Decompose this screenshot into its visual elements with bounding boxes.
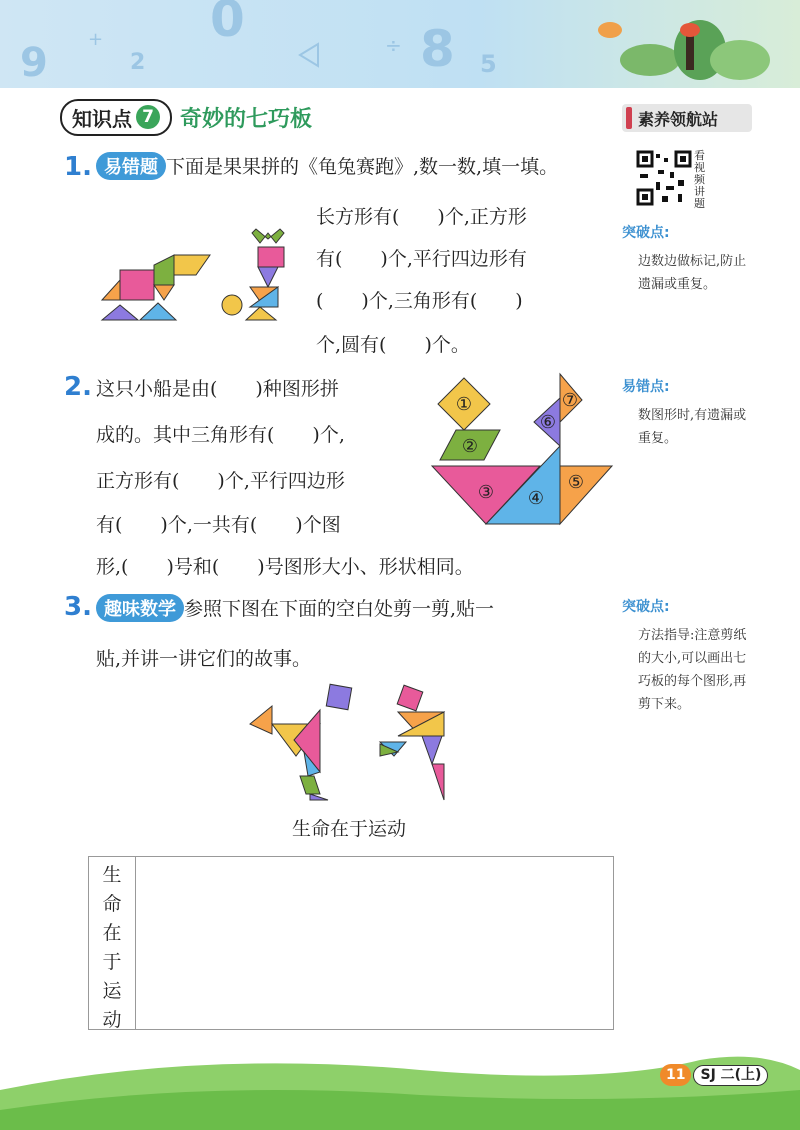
- banner-decor: [0, 0, 800, 88]
- rabbit-head: [258, 247, 284, 267]
- boat-label-2: ②: [461, 436, 479, 457]
- paste-area[interactable]: [88, 856, 614, 1030]
- q1-line5: 个,圆有( )个。: [316, 334, 470, 356]
- decor-digit: 0: [210, 0, 245, 48]
- boat-label-7: ⑦: [561, 390, 579, 411]
- decor-digit: 8: [420, 20, 455, 78]
- q3-tag: 趣味数学: [96, 594, 184, 622]
- q1-line3: 有( )个,平行四边形有: [316, 248, 527, 270]
- knowledge-title: 奇妙的七巧板: [180, 106, 313, 132]
- q2-line2: 成的。其中三角形有( )个,: [96, 424, 345, 446]
- fig2-head: [397, 685, 423, 711]
- tortoise-triangle: [102, 305, 138, 320]
- label-char: 在: [102, 922, 122, 944]
- tortoise-square: [120, 270, 154, 300]
- qr-caption: 看视频讲题: [694, 149, 705, 210]
- knowledge-pill: [60, 99, 172, 136]
- side-title-text: 素养领航站: [638, 109, 719, 129]
- tortoise-piece: [154, 255, 174, 285]
- q3-line2: 贴,并讲一讲它们的故事。: [96, 648, 312, 670]
- q1-line2: 长方形有( )个,正方形: [316, 206, 527, 228]
- tangram-rabbit-tortoise: [100, 225, 300, 325]
- tortoise-triangle: [154, 285, 174, 300]
- fig2-piece: [422, 736, 442, 764]
- q1-tag: 易错题: [96, 152, 166, 180]
- svg-text:+: +: [88, 29, 104, 50]
- q3-number: 3.: [64, 592, 92, 622]
- page-number: 11: [660, 1064, 691, 1086]
- grade-label: SJ 二(上): [693, 1065, 768, 1086]
- paste-area-label: [89, 857, 136, 1029]
- side-title-bar: [626, 107, 632, 129]
- decor-digit: 9: [20, 40, 48, 86]
- note1-label: 突破点:: [622, 225, 670, 241]
- label-char: 命: [102, 893, 122, 915]
- note1-text: 边数边做标记,防止遗漏或重复。: [638, 254, 747, 292]
- tortoise-triangle: [140, 303, 176, 320]
- svg-text:÷: ÷: [385, 33, 402, 57]
- fig2-piece: [432, 764, 444, 800]
- note3-text: 方法指导:注意剪纸的大小,可以画出七巧板的每个图形,再剪下来。: [638, 628, 747, 712]
- page-badge: [660, 1064, 768, 1086]
- rabbit-tail-circle: [222, 295, 242, 315]
- fig1-piece: [300, 776, 320, 794]
- note2-label: 易错点:: [622, 379, 670, 395]
- fig1-head: [326, 684, 351, 709]
- knowledge-number: 7: [136, 105, 160, 129]
- q2-line3: 正方形有( )个,平行四边形: [96, 470, 345, 492]
- q1-number: 1.: [64, 152, 92, 182]
- tortoise-triangle: [102, 280, 120, 300]
- qr-icon: [636, 150, 692, 206]
- note2-text: 数图形时,有遗漏或重复。: [638, 408, 747, 446]
- q2-line1: 这只小船是由( )种图形拼: [96, 378, 339, 400]
- boat-label-1: ①: [455, 394, 473, 415]
- boat-label-3: ③: [477, 482, 495, 503]
- q2-line5: 形,( )号和( )号图形大小、形状相同。: [96, 556, 474, 578]
- fig1-piece: [310, 794, 328, 800]
- q3-line1: [96, 594, 494, 622]
- knowledge-label: 知识点: [72, 106, 132, 131]
- decor-digit: 5: [480, 50, 497, 78]
- q1-stem: 下面是果果拼的《龟兔赛跑》,数一数,填一填。: [166, 156, 559, 178]
- q1-line1: [96, 152, 558, 180]
- label-char: 于: [102, 951, 122, 973]
- knowledge-header: [60, 100, 312, 134]
- label-char: 运: [102, 980, 122, 1002]
- q2-line4: 有( )个,一共有( )个图: [96, 514, 341, 536]
- top-banner: [0, 0, 800, 88]
- bottom-hills: [0, 1050, 800, 1130]
- boat-label-4: ④: [527, 488, 545, 509]
- q3-stem: 参照下图在下面的空白处剪一剪,贴一: [184, 598, 495, 620]
- boat-label-6: ⑥: [539, 412, 557, 433]
- rabbit-triangle: [258, 267, 278, 287]
- side-title: [622, 104, 752, 132]
- qr-code[interactable]: [636, 150, 692, 206]
- q2-number: 2.: [64, 372, 92, 402]
- tangram-boat: [430, 370, 616, 530]
- q3-caption: 生命在于运动: [292, 818, 407, 840]
- rabbit-ears: [252, 229, 284, 243]
- boat-label-5: ⑤: [567, 472, 585, 493]
- rabbit-triangle: [246, 307, 276, 320]
- fig1-piece: [250, 706, 272, 734]
- label-char: 生: [102, 864, 122, 886]
- note3-label: 突破点:: [622, 599, 670, 615]
- q1-line4: ( )个,三角形有( ): [316, 290, 523, 312]
- tortoise-parallelogram: [174, 255, 210, 275]
- label-char: 动: [102, 1009, 122, 1031]
- tangram-athletes: [248, 680, 468, 806]
- decor-digit: 2: [130, 50, 146, 75]
